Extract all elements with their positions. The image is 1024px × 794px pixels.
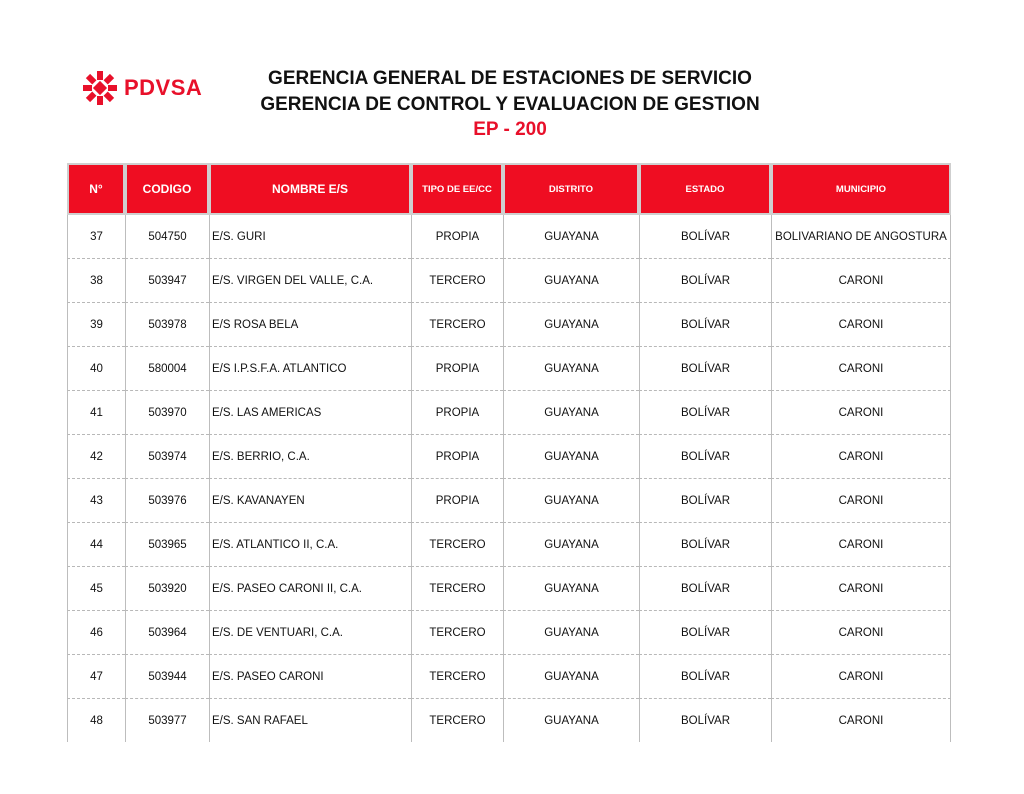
cell-nombre: E/S ROSA BELA: [209, 303, 411, 347]
cell-nombre: E/S. LAS AMERICAS: [209, 391, 411, 435]
cell-nombre: E/S. BERRIO, C.A.: [209, 435, 411, 479]
document-code: EP - 200: [473, 119, 547, 140]
cell-distrito: GUAYANA: [503, 303, 639, 347]
cell-municipio: CARONI: [771, 655, 951, 699]
cell-number: 43: [67, 479, 125, 523]
cell-distrito: GUAYANA: [503, 567, 639, 611]
cell-estado: BOLÍVAR: [639, 523, 771, 567]
cell-municipio: CARONI: [771, 523, 951, 567]
title-line-2: GERENCIA DE CONTROL Y EVALUACION DE GESTION: [260, 94, 760, 115]
cell-estado: BOLÍVAR: [639, 259, 771, 303]
cell-codigo: 503947: [125, 259, 209, 303]
cell-tipo: TERCERO: [411, 303, 503, 347]
cell-tipo: PROPIA: [411, 215, 503, 259]
cell-nombre: E/S. GURI: [209, 215, 411, 259]
table-row: [67, 611, 951, 655]
col-header-municipio: MUNICIPIO: [771, 163, 951, 215]
col-header-nombre: NOMBRE E/S: [209, 163, 411, 215]
cell-nombre: E/S. DE VENTUARI, C.A.: [209, 611, 411, 655]
cell-number: 42: [67, 435, 125, 479]
cell-estado: BOLÍVAR: [639, 611, 771, 655]
table-row: [67, 435, 951, 479]
cell-tipo: TERCERO: [411, 259, 503, 303]
cell-codigo: 503977: [125, 699, 209, 742]
cell-distrito: GUAYANA: [503, 391, 639, 435]
cell-distrito: GUAYANA: [503, 655, 639, 699]
cell-municipio: CARONI: [771, 699, 951, 742]
cell-codigo: 503965: [125, 523, 209, 567]
cell-number: 41: [67, 391, 125, 435]
cell-estado: BOLÍVAR: [639, 567, 771, 611]
cell-number: 45: [67, 567, 125, 611]
cell-distrito: GUAYANA: [503, 699, 639, 742]
cell-estado: BOLÍVAR: [639, 303, 771, 347]
cell-tipo: TERCERO: [411, 567, 503, 611]
cell-estado: BOLÍVAR: [639, 479, 771, 523]
cell-tipo: PROPIA: [411, 391, 503, 435]
cell-municipio: CARONI: [771, 391, 951, 435]
document-header: [200, 66, 820, 142]
cell-codigo: 503944: [125, 655, 209, 699]
cell-municipio: CARONI: [771, 479, 951, 523]
cell-distrito: GUAYANA: [503, 435, 639, 479]
cell-estado: BOLÍVAR: [639, 215, 771, 259]
cell-codigo: 504750: [125, 215, 209, 259]
cell-distrito: GUAYANA: [503, 523, 639, 567]
cell-number: 47: [67, 655, 125, 699]
cell-distrito: GUAYANA: [503, 259, 639, 303]
cell-nombre: E/S. KAVANAYEN: [209, 479, 411, 523]
table-row: [67, 655, 951, 699]
cell-estado: BOLÍVAR: [639, 391, 771, 435]
cell-estado: BOLÍVAR: [639, 655, 771, 699]
logo-text: PDVSA: [124, 75, 203, 100]
cell-number: 37: [67, 215, 125, 259]
cell-distrito: GUAYANA: [503, 347, 639, 391]
cell-tipo: TERCERO: [411, 655, 503, 699]
cell-estado: BOLÍVAR: [639, 699, 771, 742]
cell-tipo: TERCERO: [411, 699, 503, 742]
cell-codigo: 503978: [125, 303, 209, 347]
cell-number: 38: [67, 259, 125, 303]
table-row: [67, 391, 951, 435]
cell-municipio: CARONI: [771, 567, 951, 611]
table-row: [67, 215, 951, 259]
cell-municipio: CARONI: [771, 611, 951, 655]
cell-codigo: 503920: [125, 567, 209, 611]
cell-nombre: E/S. VIRGEN DEL VALLE, C.A.: [209, 259, 411, 303]
cell-nombre: E/S. SAN RAFAEL: [209, 699, 411, 742]
cell-number: 46: [67, 611, 125, 655]
title-line-1: GERENCIA GENERAL DE ESTACIONES DE SERVICIO: [268, 68, 752, 89]
table-row: [67, 479, 951, 523]
stations-table: [67, 163, 951, 742]
cell-municipio: CARONI: [771, 259, 951, 303]
cell-codigo: 503964: [125, 611, 209, 655]
cell-codigo: 503974: [125, 435, 209, 479]
pdvsa-sun-icon: [82, 70, 118, 106]
cell-tipo: PROPIA: [411, 435, 503, 479]
cell-nombre: E/S. PASEO CARONI: [209, 655, 411, 699]
table-header-row: [67, 163, 951, 215]
cell-tipo: TERCERO: [411, 523, 503, 567]
cell-number: 48: [67, 699, 125, 742]
cell-tipo: PROPIA: [411, 479, 503, 523]
cell-municipio: CARONI: [771, 303, 951, 347]
cell-estado: BOLÍVAR: [639, 347, 771, 391]
cell-number: 39: [67, 303, 125, 347]
cell-distrito: GUAYANA: [503, 611, 639, 655]
col-header-codigo: CODIGO: [125, 163, 209, 215]
cell-nombre: E/S I.P.S.F.A. ATLANTICO: [209, 347, 411, 391]
table-row: [67, 699, 951, 742]
cell-municipio: CARONI: [771, 347, 951, 391]
cell-municipio: BOLIVARIANO DE ANGOSTURA: [771, 215, 951, 259]
cell-number: 44: [67, 523, 125, 567]
cell-codigo: 580004: [125, 347, 209, 391]
cell-nombre: E/S. ATLANTICO II, C.A.: [209, 523, 411, 567]
table-row: [67, 523, 951, 567]
cell-distrito: GUAYANA: [503, 215, 639, 259]
cell-tipo: PROPIA: [411, 347, 503, 391]
col-header-estado: ESTADO: [639, 163, 771, 215]
cell-tipo: TERCERO: [411, 611, 503, 655]
cell-number: 40: [67, 347, 125, 391]
pdvsa-logo: [82, 66, 212, 110]
col-header-number: N°: [67, 163, 125, 215]
table-row: [67, 567, 951, 611]
col-header-distrito: DISTRITO: [503, 163, 639, 215]
cell-distrito: GUAYANA: [503, 479, 639, 523]
table-row: [67, 347, 951, 391]
cell-codigo: 503976: [125, 479, 209, 523]
cell-municipio: CARONI: [771, 435, 951, 479]
table-row: [67, 259, 951, 303]
cell-estado: BOLÍVAR: [639, 435, 771, 479]
cell-nombre: E/S. PASEO CARONI II, C.A.: [209, 567, 411, 611]
table-row: [67, 303, 951, 347]
col-header-tipo: TIPO DE EE/CC: [411, 163, 503, 215]
cell-codigo: 503970: [125, 391, 209, 435]
